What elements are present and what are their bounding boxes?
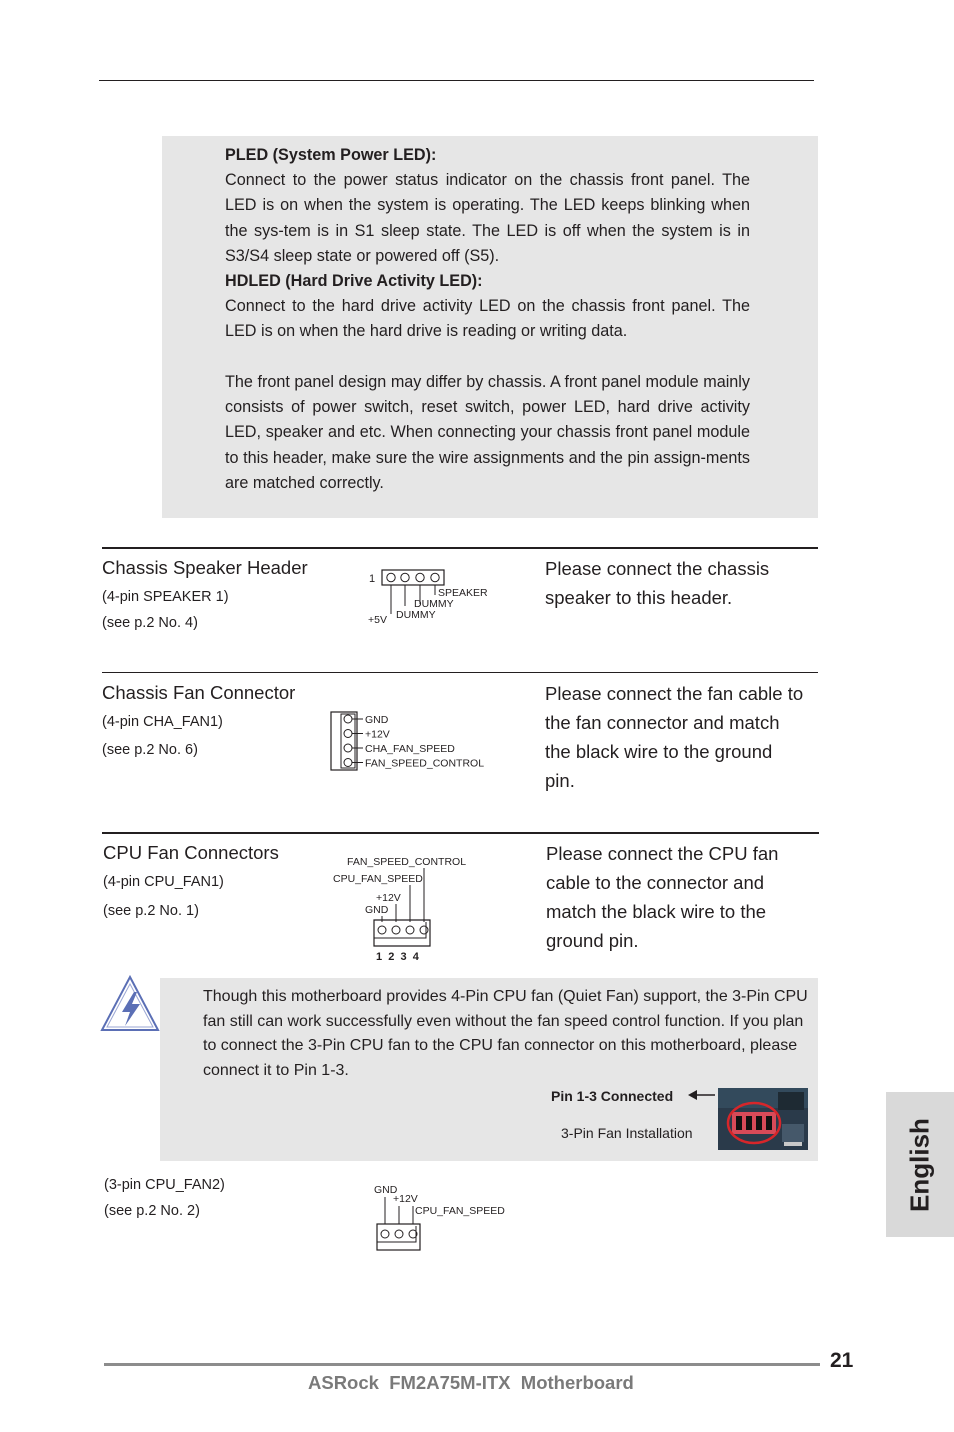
cpu-fan-label-speed: CPU_FAN_SPEED: [333, 873, 423, 885]
cpu-fan2-label-speed: CPU_FAN_SPEED: [415, 1205, 505, 1217]
pin-connected-label: Pin 1-3 Connected: [551, 1088, 674, 1104]
speaker-description: Please connect the chassis speaker to this header.: [545, 558, 770, 608]
cpu-fan2-label-12v: +12V: [393, 1193, 418, 1205]
cpu-fan-page-ref: (see p.2 No. 1): [103, 903, 199, 919]
cpu-fan-label-control: FAN_SPEED_CONTROL: [347, 856, 467, 868]
arrow-left-icon: [688, 1088, 716, 1102]
speaker-label-5v: +5V: [368, 614, 387, 626]
cpu-fan-pin-info: (4-pin CPU_FAN1): [103, 874, 224, 890]
cpu-fan2-connector-diagram: [370, 1180, 510, 1254]
speaker-label-dummy-1: DUMMY: [414, 598, 454, 610]
speaker-label-dummy-2: DUMMY: [396, 609, 436, 621]
hdled-body: Connect to the hard drive activity LED on the chassis front panel. The LED is on when the hard drive is reading or writing data.: [225, 297, 750, 341]
cpu-fan-label-gnd: GND: [365, 904, 389, 916]
cha-fan-connector-diagram: [328, 710, 503, 774]
language-tab-label: English: [904, 1117, 935, 1212]
pled-body: Connect to the power status indicator on the chassis front panel. The LED is on when the system is operating. The LED keeps blinking when the sys-tem is in S1 sleep state. The LED is off when the system is in S3/S4 sleep state or powered off (S5).: [225, 171, 750, 265]
cha-fan-pin-info: (4-pin CHA_FAN1): [102, 714, 223, 730]
speaker-pin-info: (4-pin SPEAKER 1): [102, 589, 229, 605]
cha-fan-label-control: FAN_SPEED_CONTROL: [365, 757, 485, 770]
cpu-fan-note-text: Though this motherboard provides 4-Pin CPU fan (Quiet Fan) support, the 3-Pin CPU fan still can work successfully even without the fan speed control function. If you plan to connect the 3-Pin CPU fan to the CPU fan connector on this motherboard, please connect it to Pin 1-3.: [203, 988, 808, 1079]
front-panel-note: The front panel design may differ by chassis. A front panel module mainly consists of power switch, reset switch, power LED, hard drive activity LED, speaker and etc. When connecting your chassis front panel module to this header, make sure the wire assignments and the pin assign-ments are matched correctly.: [225, 373, 750, 492]
warning-icon: [100, 974, 162, 1034]
cha-fan-page-ref: (see p.2 No. 6): [102, 742, 198, 758]
cpu-fan-label-12v: +12V: [376, 892, 401, 904]
speaker-label-speaker: SPEAKER: [438, 587, 488, 599]
cpu-fan2-label-gnd: GND: [374, 1184, 398, 1196]
cha-fan-label-speed: CHA_FAN_SPEED: [365, 743, 455, 755]
cha-fan-section-rule: [102, 672, 818, 673]
fan-installation-photo: [718, 1088, 808, 1150]
pled-paragraph: [225, 143, 750, 345]
fan-installation-label: 3-Pin Fan Installation: [561, 1125, 693, 1141]
cpu-fan2-page-ref: (see p.2 No. 2): [104, 1203, 200, 1219]
cpu-fan-pin-numbers: 1 2 3 4: [376, 951, 419, 963]
cha-fan-title: Chassis Fan Connector: [102, 682, 296, 703]
speaker-title: Chassis Speaker Header: [102, 557, 308, 578]
speaker-pin1-label: 1: [369, 573, 376, 585]
speaker-header-diagram: [362, 562, 502, 630]
cha-fan-label-12v: +12V: [365, 728, 390, 741]
cpu-fan-title: CPU Fan Connectors: [103, 842, 279, 863]
footer-rule: [104, 1363, 820, 1366]
cpu-fan-section-rule: [102, 832, 819, 834]
speaker-section-rule: [102, 547, 818, 549]
top-rule: [99, 80, 814, 81]
speaker-page-ref: (see p.2 No. 4): [102, 615, 198, 631]
cpu-fan-description: Please connect the CPU fan cable to the connector and match the black wire to the ground pin.: [546, 843, 779, 951]
cpu-fan-connector-diagram: [330, 852, 470, 964]
cha-fan-description: Please connect the fan cable to the fan connector and match the black wire to the ground pin.: [545, 683, 804, 791]
cpu-fan2-pin-info: (3-pin CPU_FAN2): [104, 1177, 225, 1193]
language-tab: [886, 1092, 954, 1237]
pled-heading: PLED (System Power LED):: [225, 146, 437, 164]
cha-fan-label-gnd: GND: [365, 714, 389, 726]
page-number: 21: [830, 1349, 854, 1372]
hdled-heading: HDLED (Hard Drive Activity LED):: [225, 272, 483, 291]
footer-product-name: ASRock FM2A75M-ITX Motherboard: [308, 1372, 634, 1393]
